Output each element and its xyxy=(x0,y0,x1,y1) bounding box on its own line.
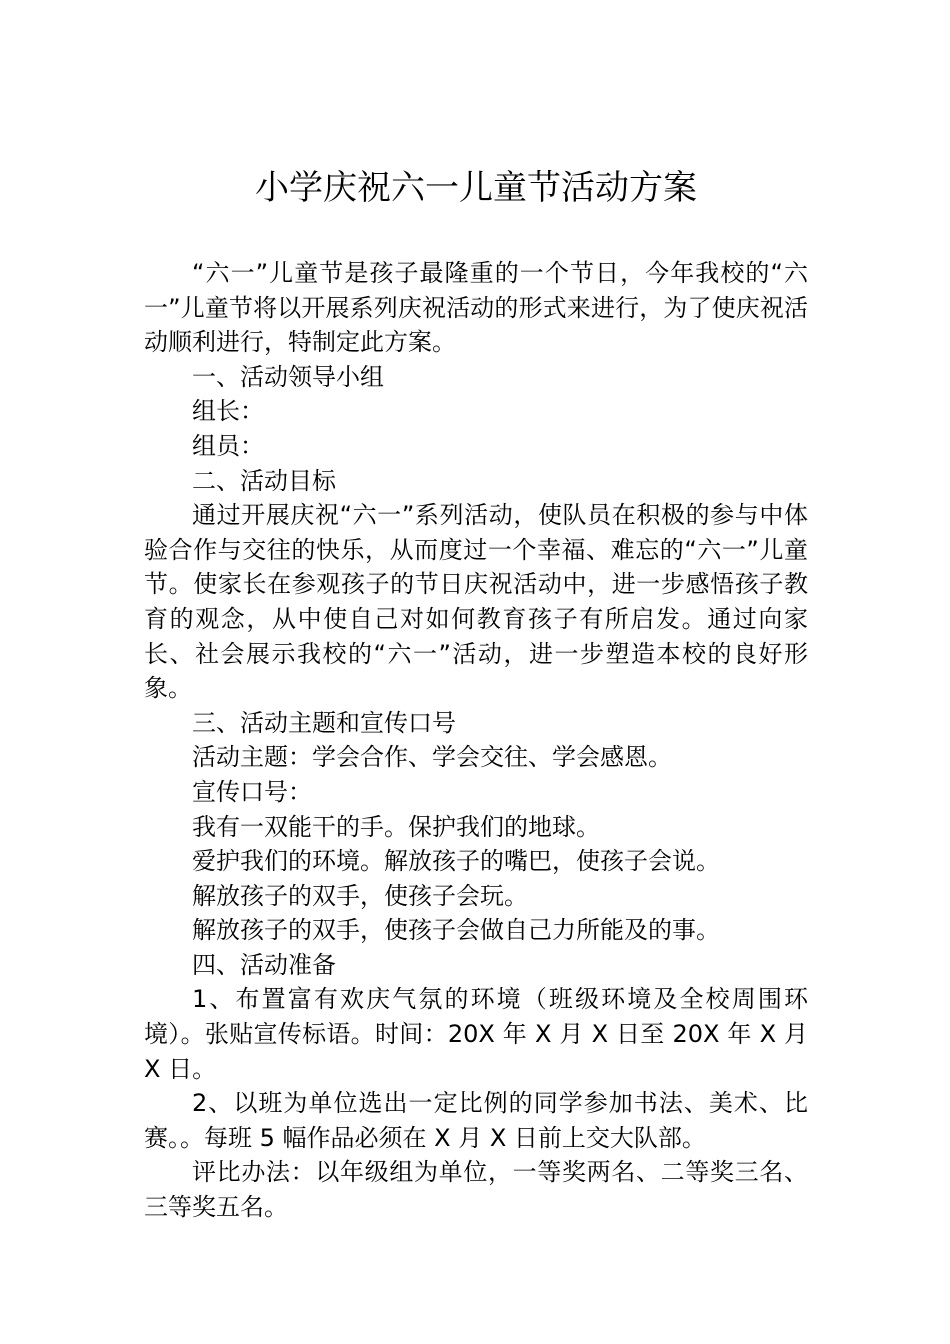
section-heading-goals: 二、活动目标 xyxy=(192,466,336,495)
slogan-line: 解放孩子的双手，使孩子会做自己力所能及的事。 xyxy=(192,916,720,945)
intro-paragraph: “六一”儿童节是孩子最隆重的一个节日，今年我校的“六一”儿童节将以开展系列庆祝活动的形式来进行，为了使庆祝活动顺利进行，特制定此方案。 xyxy=(144,259,808,357)
preparation-item: 2、以班为单位选出一定比例的同学参加书法、美术、比赛。。每班 5 幅作品必须在 X 月 X 日前上交大队部。 xyxy=(144,1089,808,1152)
leader-line: 组长： xyxy=(192,397,264,426)
slogan-line: 爱护我们的环境。解放孩子的嘴巴，使孩子会说。 xyxy=(192,847,720,876)
goals-paragraph: 通过开展庆祝“六一”系列活动，使队员在积极的参与中体验合作与交往的快乐，从而度过一个幸福、难忘的“六一”儿童节。使家长在参观孩子的节日庆祝活动中，进一步感悟孩子教育的观念，从中使自己对如何教育孩子有所启发。通过向家长、社会展示我校的“六一”活动，进一步塑造本校的良好形象。 xyxy=(144,501,808,703)
slogan-heading: 宣传口号： xyxy=(192,777,312,806)
document-title: 小学庆祝六一儿童节活动方案 xyxy=(255,168,697,208)
section-heading-preparation: 四、活动准备 xyxy=(192,950,336,979)
judging-paragraph: 评比办法：以年级组为单位，一等奖两名、二等奖三名、三等奖五名。 xyxy=(144,1158,808,1222)
slogan-line: 我有一双能干的手。保护我们的地球。 xyxy=(192,812,600,841)
section-heading-leadership: 一、活动领导小组 xyxy=(192,362,384,391)
theme-line: 活动主题：学会合作、学会交往、学会感恩。 xyxy=(192,743,672,772)
preparation-item: 1、布置富有欢庆气氛的环境（班级环境及全校周围环境）。张贴宣传标语。时间：20X 年 X 月 X 日至 20X 年 X 月 X 日。 xyxy=(144,985,808,1083)
document-body xyxy=(144,256,808,1225)
section-heading-theme: 三、活动主题和宣传口号 xyxy=(192,708,456,737)
slogan-line: 解放孩子的双手，使孩子会玩。 xyxy=(192,881,528,910)
members-line: 组员： xyxy=(192,431,264,460)
